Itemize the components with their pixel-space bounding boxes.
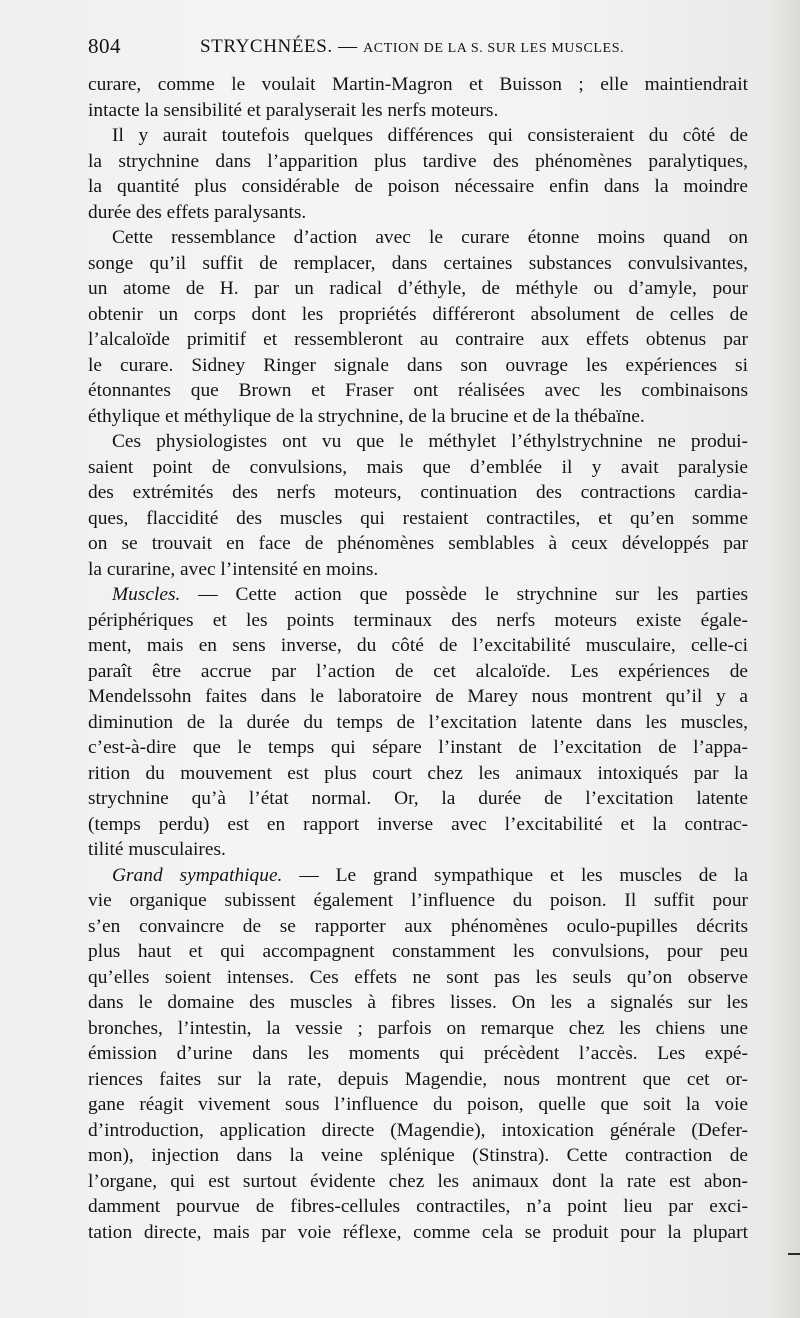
text-line: l’organe, qui est surtout évidente chez les animaux dont la rate est abon- xyxy=(88,1170,748,1192)
text-line: éthylique et méthylique de la strychnine, de la brucine et de la thébaïne. xyxy=(88,405,645,427)
text-line: — Le grand sympathique et les muscles de la xyxy=(299,864,748,886)
text-line: songe qu’il suffit de remplacer, dans certaines substances convulsivantes, xyxy=(88,252,748,274)
text-line: le curare. Sidney Ringer signale dans son ouvrage les expériences si xyxy=(88,354,748,376)
text-line: intacte la sensibilité et paralyserait les nerfs moteurs. xyxy=(88,99,499,121)
text-line: qu’elles soient intenses. Ces effets ne sont pas les seuls qu’on observe xyxy=(88,966,748,988)
text-line: tation directe, mais par voie réflexe, comme cela se produit pour la plupart xyxy=(88,1221,748,1243)
text-line: l’alcaloïde primitif et ressembleront au contraire aux effets obtenus par xyxy=(88,329,748,350)
text-line: Ces physiologistes ont vu que le méthylet l’éthylstrychnine ne produi- xyxy=(112,431,748,452)
text-line: un atome de H. par un radical d’éthyle, de méthyle ou d’amyle, pour xyxy=(88,278,748,299)
text-line: strychnine qu’à l’état normal. Or, la durée de l’excitation latente xyxy=(88,788,748,809)
text-line: ment, mais en sens inverse, du côté de l’excitabilité musculaire, celle-ci xyxy=(88,635,748,656)
page-number: 804 xyxy=(88,34,121,58)
text-line: saient point de convulsions, mais que d’emblée il y avait paralysie xyxy=(88,456,748,478)
text-line: durée des effets paralysants. xyxy=(88,201,307,223)
text-line: Mendelssohn faites dans le laboratoire de Marey nous montrent qu’il y a xyxy=(88,686,748,707)
text-line: curare, comme le voulait Martin-Magron et Buisson ; elle maintiendrait xyxy=(88,74,748,95)
text-line: des extrémités des nerfs moteurs, continuation des contractions cardia- xyxy=(88,482,748,503)
text-line: obtenir un corps dont les propriétés différeront absolument de celles de xyxy=(88,303,748,325)
text-line: paraît être accrue par l’action de cet alcaloïde. Les expériences de xyxy=(88,660,748,682)
text-line: — Cette action que possède le strychnine sur les parties xyxy=(198,584,748,605)
text-line: la strychnine dans l’apparition plus tardive des phénomènes paralytiques, xyxy=(88,150,748,172)
body-text xyxy=(88,72,748,1245)
section-label-grand-sympathique: Grand sympathique. xyxy=(112,864,283,886)
running-title xyxy=(200,36,624,58)
text-line: émission d’urine dans les moments qui précèdent l’accès. Les expé- xyxy=(88,1043,748,1064)
section-label-muscles: Muscles. xyxy=(112,584,181,605)
running-title-sub: ACTION DE LA S. SUR LES MUSCLES. xyxy=(363,41,625,56)
text-line-muscles xyxy=(88,582,748,608)
text-line: plus haut et qui accompagnent constamment les convulsions, pour peu xyxy=(88,941,748,962)
text-line: bronches, l’intestin, la vessie ; parfois on remarque chez les chiens une xyxy=(88,1017,748,1039)
text-line: (temps perdu) est en rapport inverse avec l’excitabilité et la contrac- xyxy=(88,813,748,835)
text-line: diminution de la durée du temps de l’excitation latente dans les muscles, xyxy=(88,711,748,733)
running-title-separator: — xyxy=(332,36,364,57)
text-line: damment pourvue de fibres-cellules contractiles, n’a point lieu par exci- xyxy=(88,1196,748,1217)
text-line: tilité musculaires. xyxy=(88,839,226,860)
text-line: s’en convaincre de se rapporter aux phénomènes oculo-pupilles décrits xyxy=(88,915,748,937)
text-line: dans le domaine des muscles à fibres lisses. On les a signalés sur les xyxy=(88,992,748,1013)
text-line: riences faites sur la rate, depuis Magendie, nous montrent que cet or- xyxy=(88,1068,748,1090)
text-line: étonnantes que Brown et Fraser ont réalisées avec les combinaisons xyxy=(88,380,748,401)
text-line: d’introduction, application directe (Magendie), intoxication générale (Defer- xyxy=(88,1119,748,1141)
text-line: périphériques et les points terminaux des nerfs moteurs existe égale- xyxy=(88,609,748,631)
text-line: Il y aurait toutefois quelques différences qui consisteraient du côté de xyxy=(112,125,748,146)
text-line: vie organique subissent également l’influence du poison. Il suffit pour xyxy=(88,890,748,911)
page-edge-mark xyxy=(788,1253,800,1255)
text-line: la quantité plus considérable de poison nécessaire enfin dans la moindre xyxy=(88,176,748,197)
text-line: mon), injection dans la veine splénique (Stinstra). Cette contraction de xyxy=(88,1145,748,1166)
text-line: c’est-à-dire que le temps qui sépare l’instant de l’excitation de l’appa- xyxy=(88,737,748,758)
text-line: Cette ressemblance d’action avec le curare étonne moins quand on xyxy=(112,227,748,248)
text-line: gane réagit vivement sous l’influence du poison, quelle que soit la voie xyxy=(88,1094,748,1115)
text-line: on se trouvait en face de phénomènes semblables à ceux développés par xyxy=(88,533,748,554)
text-line-grand-sympathique xyxy=(88,863,748,889)
running-title-main: STRYCHNÉES. xyxy=(200,36,333,57)
text-line: la curarine, avec l’intensité en moins. xyxy=(88,558,379,580)
text-line: rition du mouvement est plus court chez les animaux intoxiqués par la xyxy=(88,762,748,784)
text-line: ques, flaccidité des muscles qui restaient contractiles, et qu’en somme xyxy=(88,507,748,529)
running-header xyxy=(88,34,748,60)
